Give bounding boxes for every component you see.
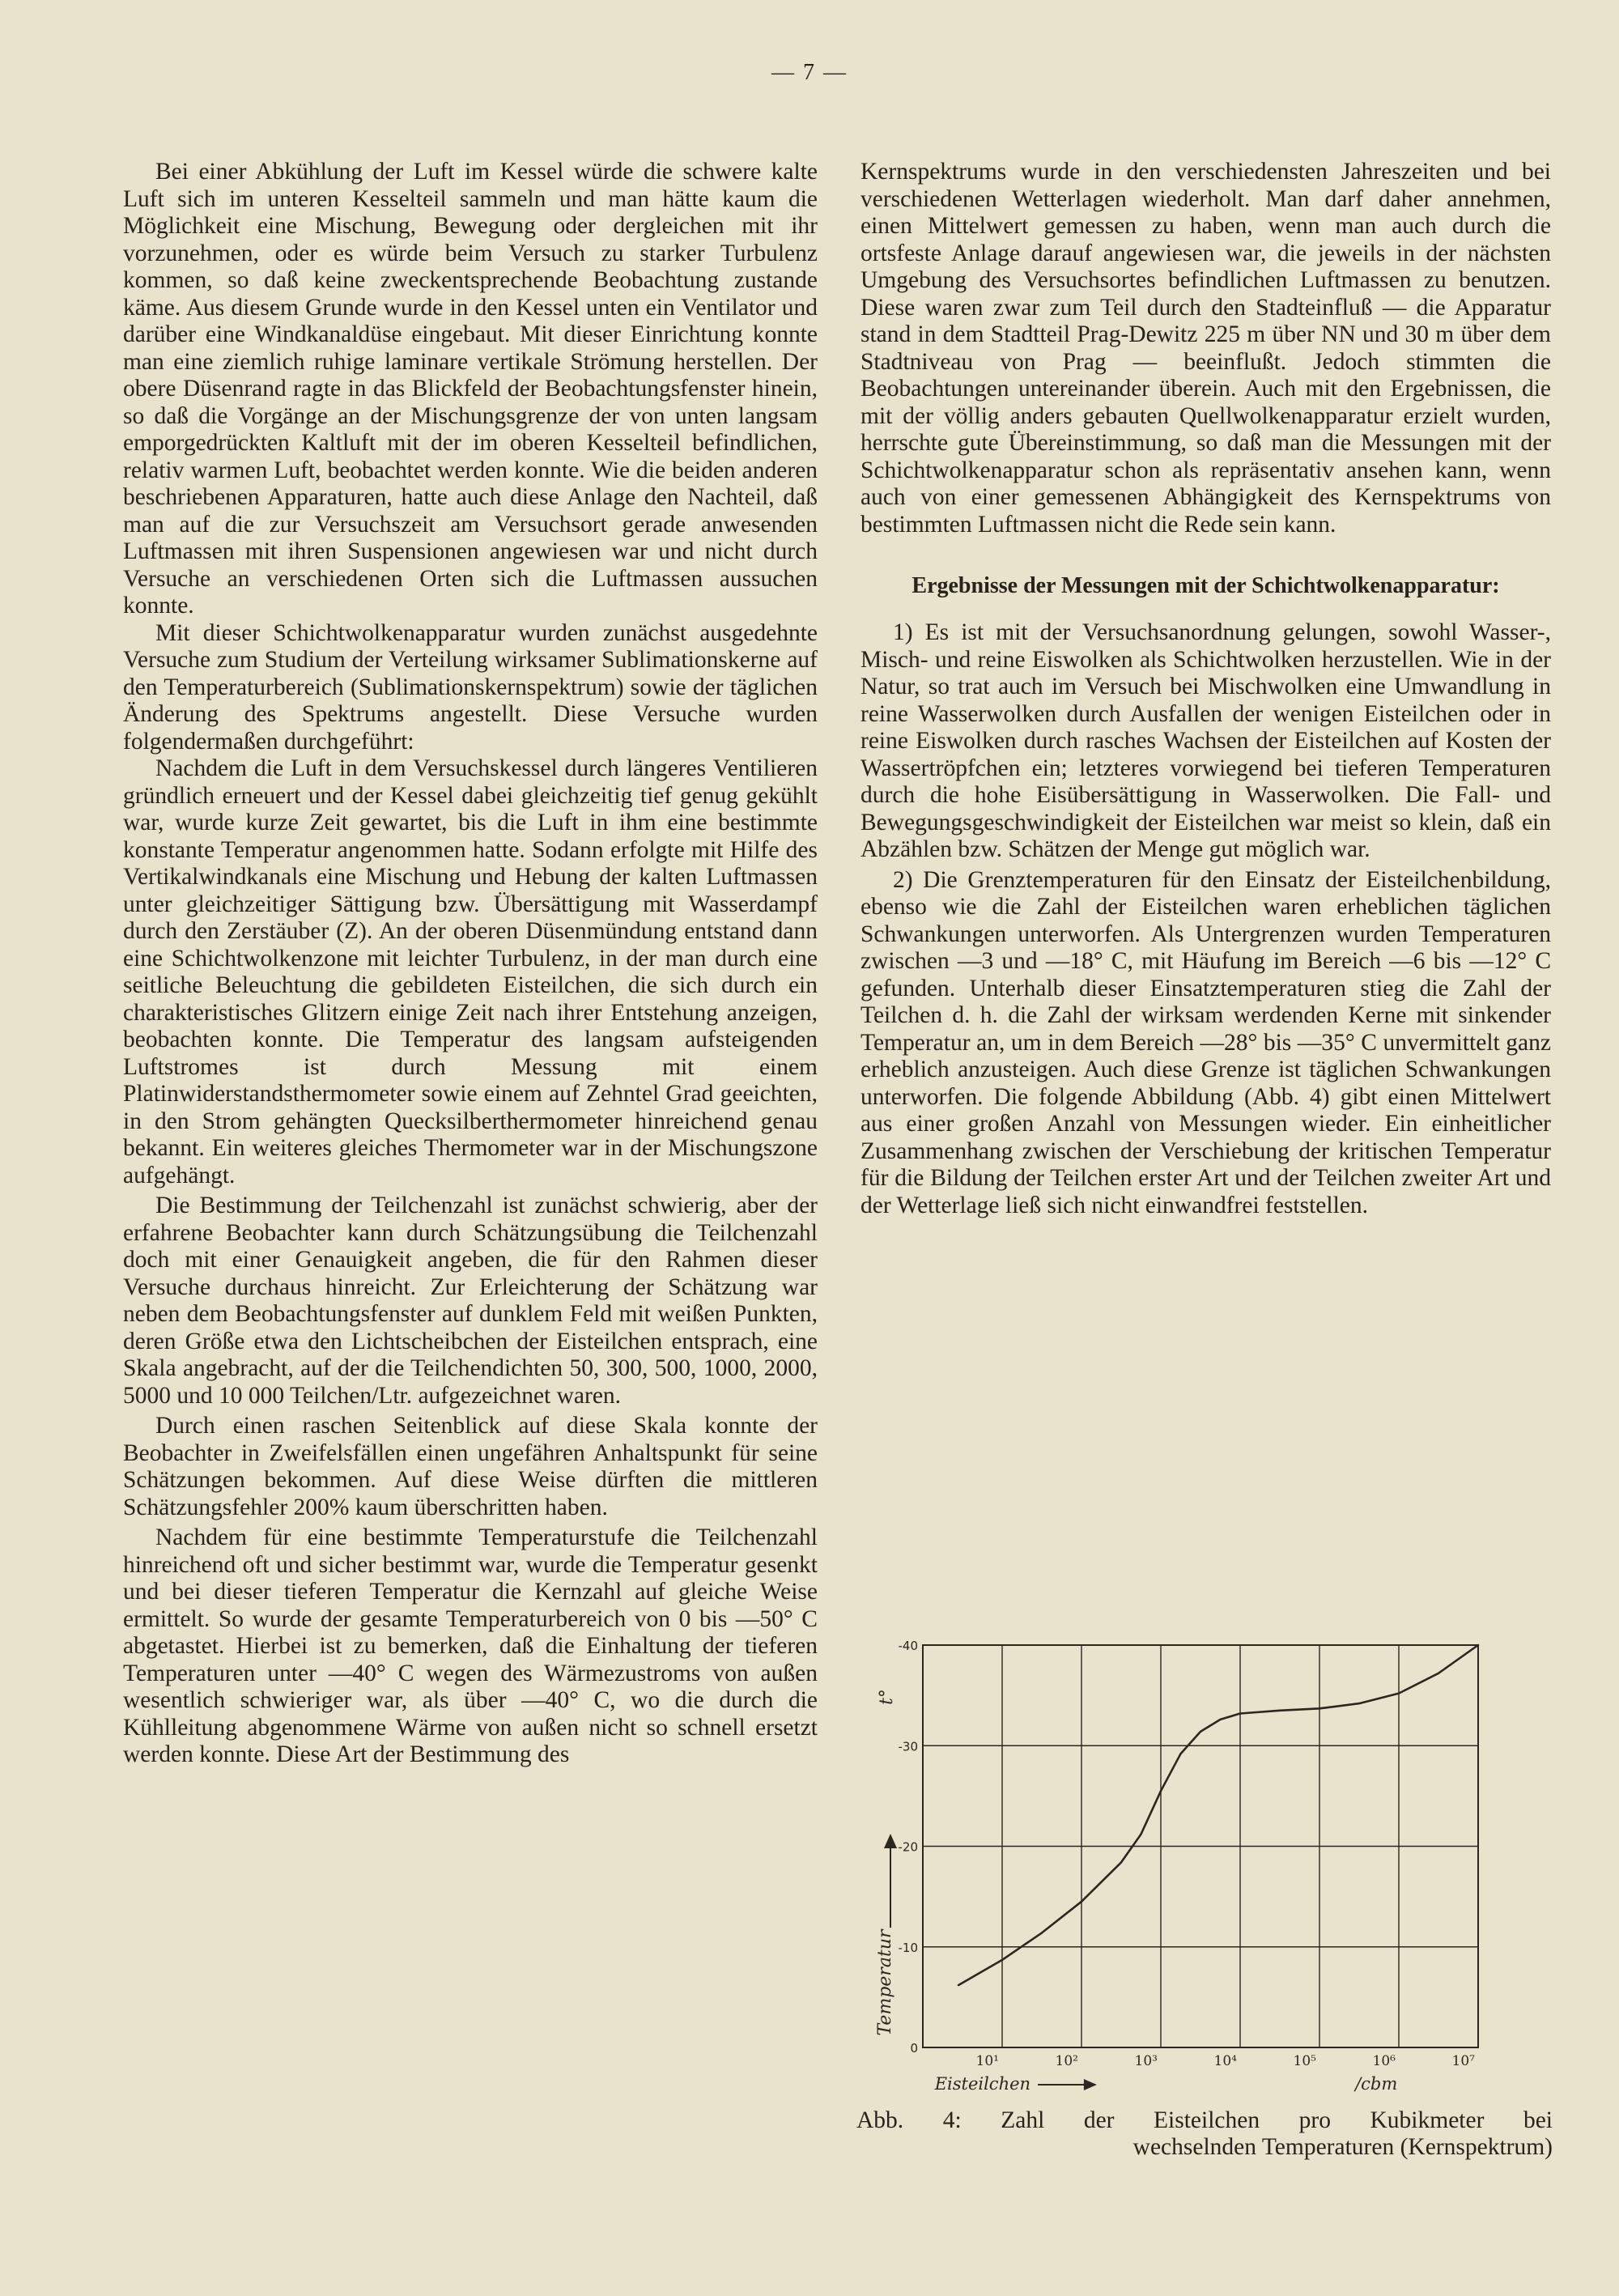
paragraph: 2) Die Grenztemperaturen für den Einsatz der Eisteilchenbildung, ebenso wie die Zahl der Eisteilchen waren erheblichen täglichen Schwankungen unterworfen. Als Untergrenzen wurden Temperaturen zwischen —3 und —18° C, mit Häufung im Bereich —6 bis —12° C gefunden. Unterhalb dieser Einsatztemperaturen stieg die Zahl der Teilchen d. h. die Zahl der wirksam werdenden Kerne mit sinkender Temperatur an, um in dem Bereich —28° bis —35° C unvermittelt ganz erheblich anzusteigen. Auch diese Grenze ist täglichen Schwankungen unterworfen. Die folgende Abbildung (Abb. 4) gibt einen Mittelwert aus einer großen Anzahl von Messungen wieder. Ein einheitlicher Zusammenhang zwischen der Verschiebung der kritischen Temperatur für die Bildung der Teilchen erster Art und der Teilchen zweiter Art und der Wetterlage ließ sich nicht einwandfrei feststellen.	[860, 866, 1551, 1218]
x-tick-label: 10¹	[975, 2053, 999, 2069]
y-axis-arrowhead	[884, 1834, 897, 1848]
y-tick-label: -10	[898, 1940, 918, 1955]
x-tick-label: 10⁵	[1293, 2053, 1316, 2069]
y-axis-label: Temperatur	[875, 1929, 895, 2036]
paragraph: Mit dieser Schichtwolkenapparatur wurden zunächst ausgedehnte Versuche zum Studium der Verteilung wirksamer Sublimationskerne auf den Temperaturbereich (Sublimationskernspektrum) sowie der täglichen Änderung des Spektrums angestellt. Diese Versuche wurden folgendermaßen durchgeführt:	[123, 619, 818, 755]
paragraph: Kernspektrums wurde in den verschiedensten Jahreszeiten und bei verschiedenen Wetterlagen wiederholt. Man darf daher annehmen, einen Mittelwert gemessen zu haben, wenn man auch durch die ortsfeste Anlage darauf angewiesen war, die jeweils in der nächsten Umgebung des Versuchsortes befindlichen Luftmassen zu benutzen. Diese waren zwar zum Teil durch den Stadteinfluß — die Apparatur stand in dem Stadtteil Prag-Dewitz 225 m über NN und 30 m über dem Stadtniveau von Prag — beeinflußt. Jedoch stimmten die Beobachtungen untereinander überein. Auch mit den Ergebnissen, die mit der völlig anders gebauten Quellwolkenapparatur erzielt wurden, herrschte gute Übereinstimmung, so daß man die Messungen mit der Schichtwolkenapparatur schon als repräsentativ ansehen kann, wenn auch von einer gemessenen Abhängigkeit des Kernspektrums von bestimmten Luftmassen nicht die Rede sein kann.	[860, 159, 1551, 538]
figure-caption	[856, 2107, 1553, 2161]
y-tick-label: 0	[910, 2041, 918, 2056]
y-axis-unit: t°	[877, 1689, 897, 1705]
paragraph: 1) Es ist mit der Versuchsanordnung gelungen, sowohl Wasser-, Misch- und reine Eiswolken als Schichtwolken herzustellen. Wie in der Natur, so trat auch im Versuch bei Mischwolken eine Umwandlung in reine Wasserwolken durch Ausfallen der wenigen Eisteilchen oder in reine Eiswolken durch rasches Wachsen der Eisteilchen auf Kosten der Wassertröpfchen ein; letzteres vorwiegend bei tieferen Temperaturen durch die hohe Eisübersättigung in Wasserwolken. Die Fall- und Bewegungsgeschwindigkeit der Eisteilchen war meist so klein, daß ein Abzählen bzw. Schätzen der Menge gut möglich war.	[860, 619, 1551, 862]
x-tick-label: 10³	[1134, 2053, 1158, 2069]
paragraph: Nachdem für eine bestimmte Temperaturstufe die Teilchenzahl hinreichend oft und sicher bestimmt war, wurde die Temperatur gesenkt und bei dieser tieferen Temperatur die Kernzahl auf gleiche Weise ermittelt. So wurde der gesamte Temperaturbereich von 0 bis —50° C abgetastet. Hierbei ist zu bemerken, daß die Einhaltung der tieferen Temperaturen unter —40° C wegen des Wärmezustroms von außen wesentlich schwieriger war, als über —40° C, wo die durch die Kühlleitung abgenommene Wärme von außen nicht so schnell ersetzt werden konnte. Diese Art der Bestimmung des	[123, 1524, 818, 1767]
page-number: — 7 —	[771, 60, 848, 85]
paragraph: Durch einen raschen Seitenblick auf diese Skala konnte der Beobachter in Zweifelsfällen einen ungefähren Anhaltspunkt für seine Schätzungen bekommen. Auf diese Weise dürften die mittleren Schätzungsfehler 200% kaum überschritten haben.	[123, 1413, 818, 1520]
chart	[850, 1627, 1562, 2097]
paragraph: Die Bestimmung der Teilchenzahl ist zunächst schwierig, aber der erfahrene Beobachter kann durch Schätzungsübung die Teilchenzahl doch mit einer Genauigkeit angeben, die für den Rahmen dieser Versuche durchaus hinreicht. Zur Erleichterung der Schätzung war neben dem Beobachtungsfenster auf dunklem Feld mit weißen Punkten, deren Größe etwa den Lichtscheibchen der Eisteilchen entsprach, eine Skala angebracht, auf der die Teilchendichten 50, 300, 500, 1000, 2000, 5000 und 10 000 Teilchen/Ltr. aufgezeichnet waren.	[123, 1193, 818, 1409]
series-line	[958, 1645, 1478, 1985]
x-tick-label: 10⁷	[1451, 2053, 1475, 2069]
x-axis-unit: /cbm	[1355, 2074, 1398, 2094]
right-column	[860, 159, 1551, 1219]
y-tick-label: -30	[898, 1739, 918, 1754]
figure-kernspektrum	[850, 1627, 1562, 2097]
left-column	[123, 159, 818, 1769]
paragraph: Nachdem die Luft in dem Versuchskessel durch längeres Ventilieren gründlich erneuert und der Kessel dabei gleichzeitig tief genug gekühlt war, wurde kurze Zeit gewartet, bis die Luft in ihm eine bestimmte konstante Temperatur angenommen hatte. Sodann erfolgte mit Hilfe des Vertikalwindkanals eine Mischung und Hebung der kalten Luftmassen unter gleichzeitiger Sättigung bzw. Übersättigung mit Wasserdampf durch den Zerstäuber (Z). An der oberen Düsenmündung entstand dann eine Schichtwolkenzone mit leichter Turbulenz, in der man durch eine seitliche Beleuchtung die gebildeten Eisteilchen, die sich durch ein charakteristisches Glitzern einige Zeit nach ihrer Entstehung anzeigen, beobachten konnte. Die Temperatur des langsam aufsteigenden Luftstromes ist durch Messung mit einem Platinwiderstandsthermometer sowie einem auf Zehntel Grad geeichten, in den Strom gehängten Quecksilberthermometer hinreichend genau bekannt. Ein weiteres gleiches Thermometer war in der Mischungszone aufgehängt.	[123, 755, 818, 1188]
x-tick-label: 10⁶	[1372, 2053, 1396, 2069]
paragraph: Bei einer Abkühlung der Luft im Kessel würde die schwere kalte Luft sich im unteren Kesselteil sammeln und man hätte kaum die Möglichkeit eine Mischung, Bewegung oder dergleichen mit ihr vorzunehmen, oder es würde beim Versuch zu starker Turbulenz kommen, so daß keine zweckentsprechende Beobachtung zustande käme. Aus diesem Grunde wurde in den Kessel unten ein Ventilator und darüber eine Windkanaldüse eingebaut. Mit dieser Einrichtung konnte man eine ziemlich ruhige laminare vertikale Strömung herstellen. Der obere Düsenrand ragte in das Blickfeld der Beobachtungsfenster hinein, so daß die Vorgänge an der Mischungsgrenze der von unten langsam emporgedrückten Kaltluft mit der im oberen Kesselteil befindlichen, relativ warmen Luft, beobachtet werden konnte. Wie die beiden anderen beschriebenen Apparaturen, hatte auch diese Anlage den Nachteil, daß man auf die zur Versuchszeit am Versuchsort gerade anwesenden Luftmassen mit ihren Suspensionen angewiesen war und nicht durch Versuche an verschiedenen Orten sich die Luftmassen aussuchen konnte.	[123, 159, 818, 619]
x-tick-label: 10⁴	[1213, 2053, 1237, 2069]
x-tick-label: 10²	[1055, 2053, 1078, 2069]
caption-line: wechselnden Temperaturen (Kernspektrum)	[1132, 2134, 1553, 2160]
y-tick-label: -40	[898, 1639, 918, 1653]
x-axis-label: Eisteilchen	[934, 2074, 1031, 2094]
x-axis-arrowhead	[1084, 2079, 1097, 2090]
caption-line: Abb. 4: Zahl der Eisteilchen pro Kubikmeter bei	[856, 2107, 1553, 2133]
y-tick-label: -20	[898, 1839, 918, 1855]
section-heading: Ergebnisse der Messungen mit der Schichtwolkenapparatur:	[911, 573, 1500, 598]
